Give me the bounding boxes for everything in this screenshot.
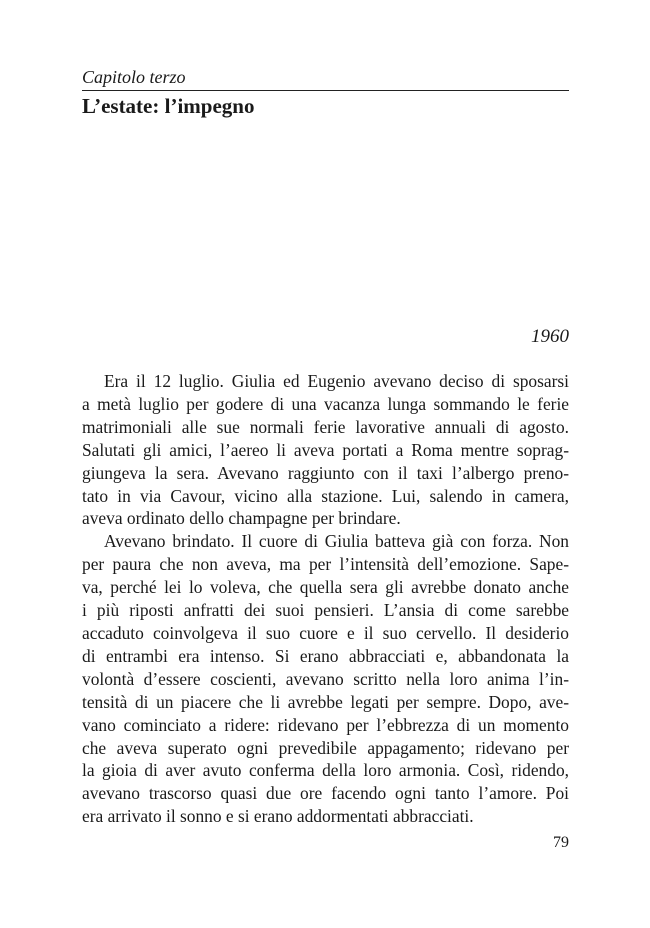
paragraph-2: [82, 530, 569, 828]
text-line: avevano trascorso quasi due ore facendo ogni tanto l’amore. Poi: [82, 783, 569, 804]
text-line: volontà d’essere coscienti, avevano scritto nella loro anima l’in-: [82, 668, 569, 689]
text-line: la gioia di aver avuto conferma della loro armonia. Così, ridendo,: [82, 760, 569, 781]
text-line: giungeva la sera. Avevano raggiunto con il taxi l’albergo preno-: [82, 462, 569, 483]
text-line: va, perché lei lo voleva, che quella sera gli avrebbe donato anche: [82, 577, 569, 598]
paragraph-1: [82, 370, 569, 530]
text-line: i più riposti anfratti dei suoi pensieri. L’ansia di come sarebbe: [82, 600, 569, 621]
text-line: a metà luglio per godere di una vacanza lunga sommando le ferie: [82, 393, 569, 414]
text-line: era arrivato il sonno e si erano addormentati abbracciati.: [82, 806, 474, 827]
text-line: accaduto coinvolgeva il suo cuore e il suo cervello. Il desiderio: [82, 622, 569, 643]
text-line: di entrambi era intenso. Si erano abbracciati e, abbandonata la: [82, 645, 569, 666]
text-line: Salutati gli amici, l’aereo li aveva portati a Roma mentre soprag-: [82, 439, 569, 460]
text-line: Era il 12 luglio. Giulia ed Eugenio avevano deciso di sposarsi: [104, 371, 569, 391]
text-line: tato in via Cavour, vicino alla stazione. Lui, salendo in camera,: [82, 485, 569, 506]
chapter-label: Capitolo terzo: [82, 67, 186, 87]
body-text: [82, 370, 569, 828]
text-line: tensità di un piacere che li avrebbe legati per sempre. Dopo, ave-: [82, 691, 569, 712]
text-line: aveva ordinato dello champagne per brindare.: [82, 508, 401, 529]
chapter-rule: [82, 90, 569, 91]
page-number: 79: [553, 834, 569, 851]
text-line: Avevano brindato. Il cuore di Giulia batteva già con forza. Non: [104, 531, 569, 552]
chapter-title: L’estate: l’impegno: [82, 94, 255, 118]
text-line: per paura che non aveva, ma per l’intensità dell’emozione. Sape-: [82, 554, 569, 575]
text-line: che aveva superato ogni prevedibile appagamento; ridevano per: [82, 737, 569, 758]
text-line: matrimoniali alle sue normali ferie lavorative annuali di agosto.: [82, 416, 569, 437]
text-line: vano cominciato a ridere: ridevano per l’ebbrezza di un momento: [82, 714, 569, 735]
section-year: 1960: [531, 326, 569, 347]
